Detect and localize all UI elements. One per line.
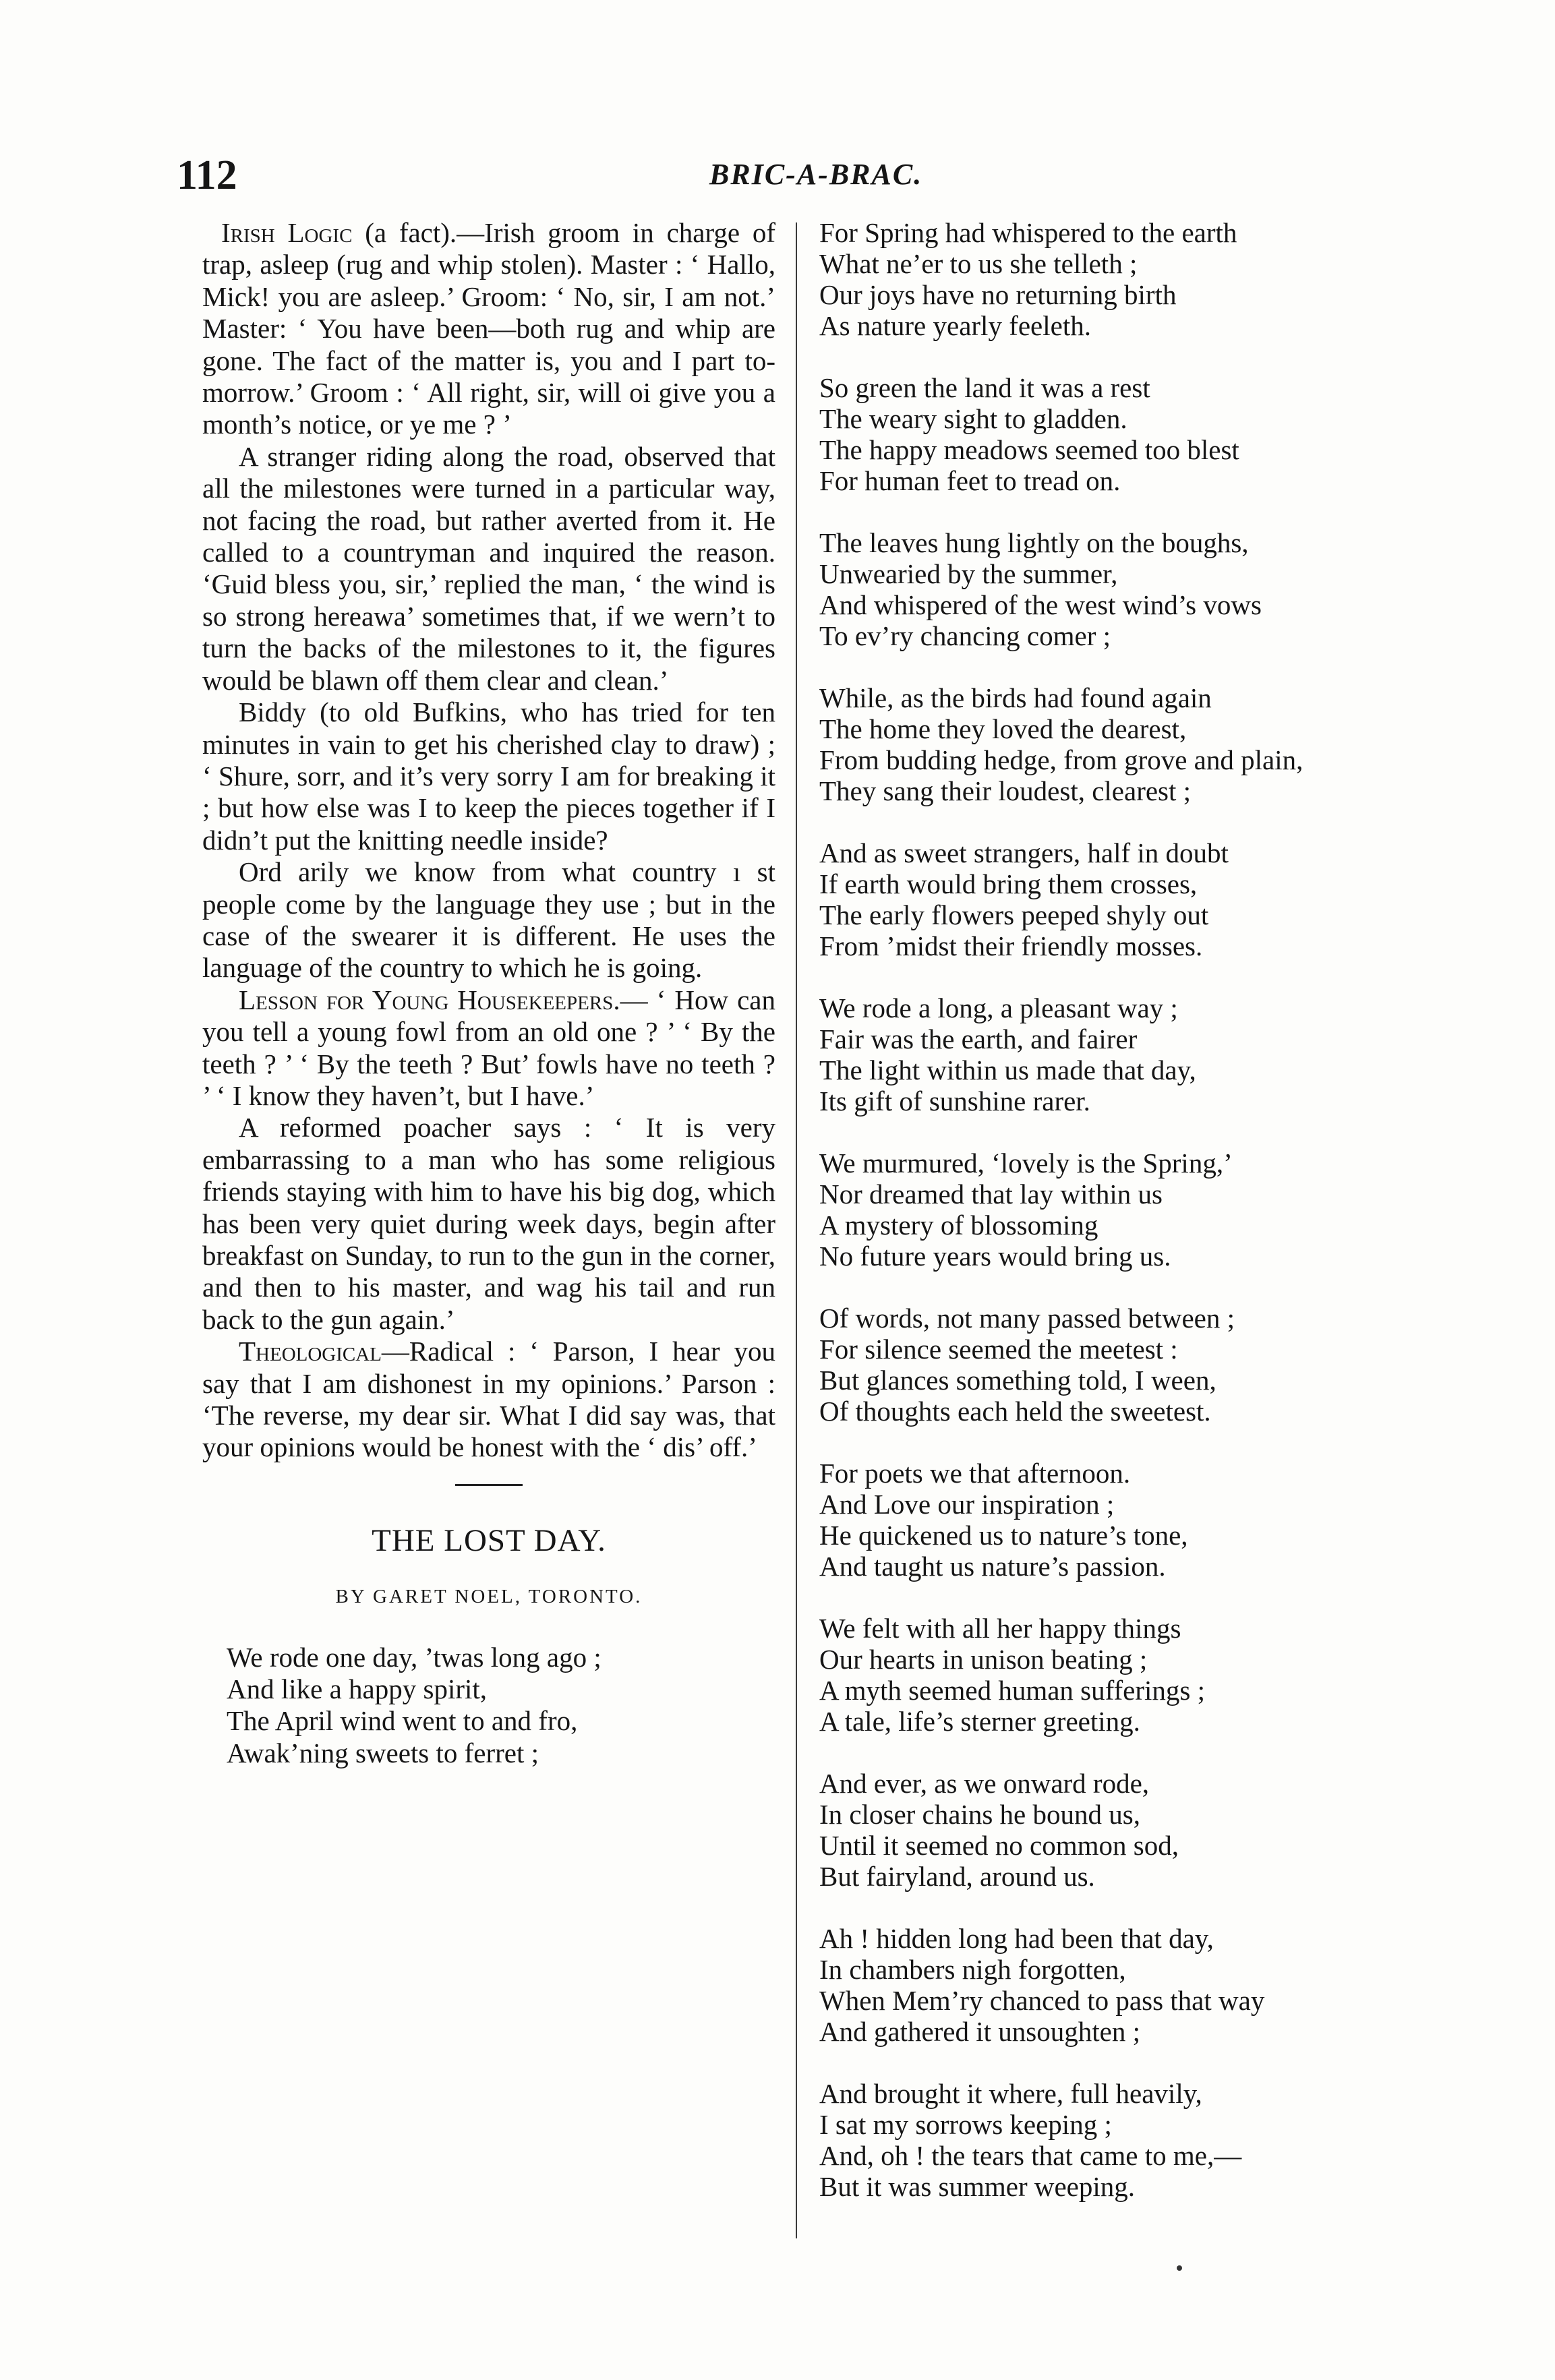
poem-line: And gathered it unsoughten ; xyxy=(819,2016,1140,2047)
poem-line: We rode a long, a pleasant way ; xyxy=(819,992,1178,1023)
paragraph-text: — ‘ How can you tell a young fowl from an old one ? ’ ‘ By the teeth ? ’ ‘ By the teeth ? But’ fowls have no teeth ? ’ ‘ I know they haven’t, but I have.’ xyxy=(202,984,775,1111)
poem-byline: BY GARET NOEL, TORONTO. xyxy=(335,1586,643,1608)
poem-stanza xyxy=(819,1613,1413,1737)
paragraph-lead: Lesson for Young Housekeepers. xyxy=(239,984,620,1015)
poem-stanza xyxy=(819,217,1413,341)
section-separator xyxy=(455,1484,523,1486)
paragraph-text: —Radical : ‘ Parson, I hear you say that I am dishonest in my opinions.’ Parson : ‘The reverse, my dear sir. What I did say was, that your opinions would be honest with the ‘ dis’ off.’ xyxy=(202,1336,775,1463)
poem-line: Until it seemed no common sod, xyxy=(819,1830,1179,1861)
poem-line: The happy meadows seemed too blest xyxy=(819,434,1239,465)
poem-line: And taught us nature’s passion. xyxy=(819,1551,1166,1582)
poem-stanza xyxy=(819,1148,1413,1272)
poem-line: Unwearied by the summer, xyxy=(819,558,1118,589)
poem-line: For Spring had whispered to the earth xyxy=(819,217,1237,248)
poem-line: For human feet to tread on. xyxy=(819,465,1121,496)
poem-line: For silence seemed the meetest : xyxy=(819,1334,1178,1365)
poem-line: And, oh ! the tears that came to me,— xyxy=(819,2140,1242,2171)
poem-line: And whispered of the west wind’s vows xyxy=(819,589,1262,620)
right-column xyxy=(819,217,1413,2233)
poem-line: He quickened us to nature’s tone, xyxy=(819,1520,1188,1551)
paragraph-biddy xyxy=(202,696,775,856)
paragraph-housekeepers xyxy=(202,984,775,1112)
poem-title: THE LOST DAY. xyxy=(372,1522,606,1558)
poem-line: But glances something told, I ween, xyxy=(819,1365,1216,1396)
poem-line: Of words, not many passed between ; xyxy=(819,1303,1235,1334)
poem-line: But fairyland, around us. xyxy=(819,1861,1095,1892)
poem-line: As nature yearly feeleth. xyxy=(819,310,1091,341)
poem-line: No future years would bring us. xyxy=(819,1241,1171,1272)
poem-stanza xyxy=(819,837,1413,961)
paragraph-text: A reformed poacher says : ‘ It is very embarrassing to a man who has some religious friends staying with him to have his big dog, which has been very quiet during week days, begin after breakfast on Sunday, to run to the gun in the corner, and then to his master, and wag his tail and run back to the gun again.’ xyxy=(202,1112,775,1335)
poem-line: Its gift of sunshine rarer. xyxy=(819,1085,1090,1117)
poem-stanza xyxy=(819,992,1413,1117)
poem-stanza xyxy=(202,1642,775,1770)
poem-line: From budding hedge, from grove and plain, xyxy=(819,744,1303,775)
poem-stanza xyxy=(819,1768,1413,1892)
poem-line: A myth seemed human sufferings ; xyxy=(819,1675,1206,1706)
poem-line: A mystery of blossoming xyxy=(819,1210,1098,1241)
poem-line: The leaves hung lightly on the boughs, xyxy=(819,527,1249,558)
poem-line: Our hearts in unison beating ; xyxy=(819,1644,1148,1675)
poem-line: We murmured, ‘lovely is the Spring,’ xyxy=(819,1148,1233,1179)
paragraph-text: (a fact).—Irish groom in charge of trap, asleep (rug and whip stolen). Master : ‘ Hallo, Mick! you are asleep.’ Groom: ‘ No, sir, I am not.’ Master: ‘ You have been—both rug and whip are gone. The fact of the matter is, you and I part to-morrow.’ Groom : ‘ All right, sir, will oi give you a month’s notice, or ye me ? ’ xyxy=(202,217,776,440)
poem-line: Awak’ning sweets to ferret ; xyxy=(227,1737,539,1768)
poem-line: But it was summer weeping. xyxy=(819,2171,1136,2202)
poem-stanza xyxy=(819,1458,1413,1582)
paragraph-text: Ord arily we know from what country ı st people come by the language they use ; but in the case of the swearer it is different. He uses the language of the country to which he is going. xyxy=(202,856,775,984)
poem-line: The early flowers peeped shyly out xyxy=(819,899,1209,930)
page-number: 112 xyxy=(177,152,237,198)
column-rule xyxy=(796,222,797,2238)
poem-line: We rode one day, ’twas long ago ; xyxy=(227,1641,602,1673)
poem-line: And brought it where, full heavily, xyxy=(819,2078,1202,2109)
poem-line: If earth would bring them crosses, xyxy=(819,868,1198,899)
poem-stanza xyxy=(819,682,1413,806)
poem-stanza xyxy=(819,372,1413,496)
left-column xyxy=(202,217,775,1769)
poem-line: To ev’ry chancing comer ; xyxy=(819,620,1111,651)
poem-stanza xyxy=(819,1303,1413,1427)
poem-line: Our joys have no returning birth xyxy=(819,279,1177,310)
poem-line: And Love our inspiration ; xyxy=(819,1489,1115,1520)
poem-line: I sat my sorrows keeping ; xyxy=(819,2109,1112,2140)
poem-line: For poets we that afternoon. xyxy=(819,1458,1131,1489)
poem-line: The home they loved the dearest, xyxy=(819,713,1187,744)
poem-line: Of thoughts each held the sweetest. xyxy=(819,1396,1211,1427)
poem-line: In chambers nigh forgotten, xyxy=(819,1954,1126,1985)
poem-line: Ah ! hidden long had been that day, xyxy=(819,1923,1214,1954)
paragraph-lead: Theological xyxy=(239,1336,382,1367)
poem-line: They sang their loudest, clearest ; xyxy=(819,775,1192,806)
paragraph-poacher xyxy=(202,1112,775,1336)
ink-dot xyxy=(1177,2265,1182,2271)
paragraph-irish-logic xyxy=(202,217,775,441)
poem-stanza xyxy=(819,2078,1413,2202)
paragraph-swearer xyxy=(202,856,775,984)
poem-stanza xyxy=(819,527,1413,651)
paragraph-milestones xyxy=(202,441,775,696)
poem-line: And ever, as we onward rode, xyxy=(819,1768,1150,1799)
poem-line: So green the land it was a rest xyxy=(819,372,1150,403)
poem-line: The April wind went to and fro, xyxy=(227,1705,578,1737)
page-header xyxy=(177,152,1404,212)
poem-line: We felt with all her happy things xyxy=(819,1613,1181,1644)
poem-line: What ne’er to us she telleth ; xyxy=(819,248,1138,279)
poem-line: The weary sight to gladden. xyxy=(819,403,1127,434)
poem-line: And like a happy spirit, xyxy=(227,1673,488,1705)
paragraph-text: A stranger riding along the road, observed that all the milestones were turned in a particular way, not facing the road, but rather averted from it. He called to a countryman and inquired the reason. ‘Guid bless you, sir,’ replied the man, ‘ the wind is so strong hereawa’ sometimes that, if we wern’t to turn the backs of the milestones to it, the figures would be blawn off them clear and clean.’ xyxy=(202,440,775,696)
paragraph-theological xyxy=(202,1336,775,1464)
poem-line: Nor dreamed that lay within us xyxy=(819,1179,1163,1210)
poem-stanza xyxy=(819,1923,1413,2047)
poem-line: From ’midst their friendly mosses. xyxy=(819,930,1203,961)
poem-line: In closer chains he bound us, xyxy=(819,1799,1140,1830)
paragraph-lead: Irish Logic xyxy=(221,217,353,248)
poem-line: A tale, life’s sterner greeting. xyxy=(819,1706,1140,1737)
poem-line: Fair was the earth, and fairer xyxy=(819,1023,1138,1054)
poem-line: When Mem’ry chanced to pass that way xyxy=(819,1985,1265,2016)
paragraph-text: Biddy (to old Bufkins, who has tried for ten minutes in vain to get his cherished clay to draw) ; ‘ Shure, sorr, and it’s very sorry I am for breaking it ; but how else was I to keep the pieces together if I didn’t put the knitting needle inside? xyxy=(202,696,775,856)
poem-line: The light within us made that day, xyxy=(819,1054,1196,1085)
running-title: BRIC-A-BRAC. xyxy=(709,158,923,191)
poem-line: And as sweet strangers, half in doubt xyxy=(819,837,1229,868)
poem-line: While, as the birds had found again xyxy=(819,682,1212,713)
